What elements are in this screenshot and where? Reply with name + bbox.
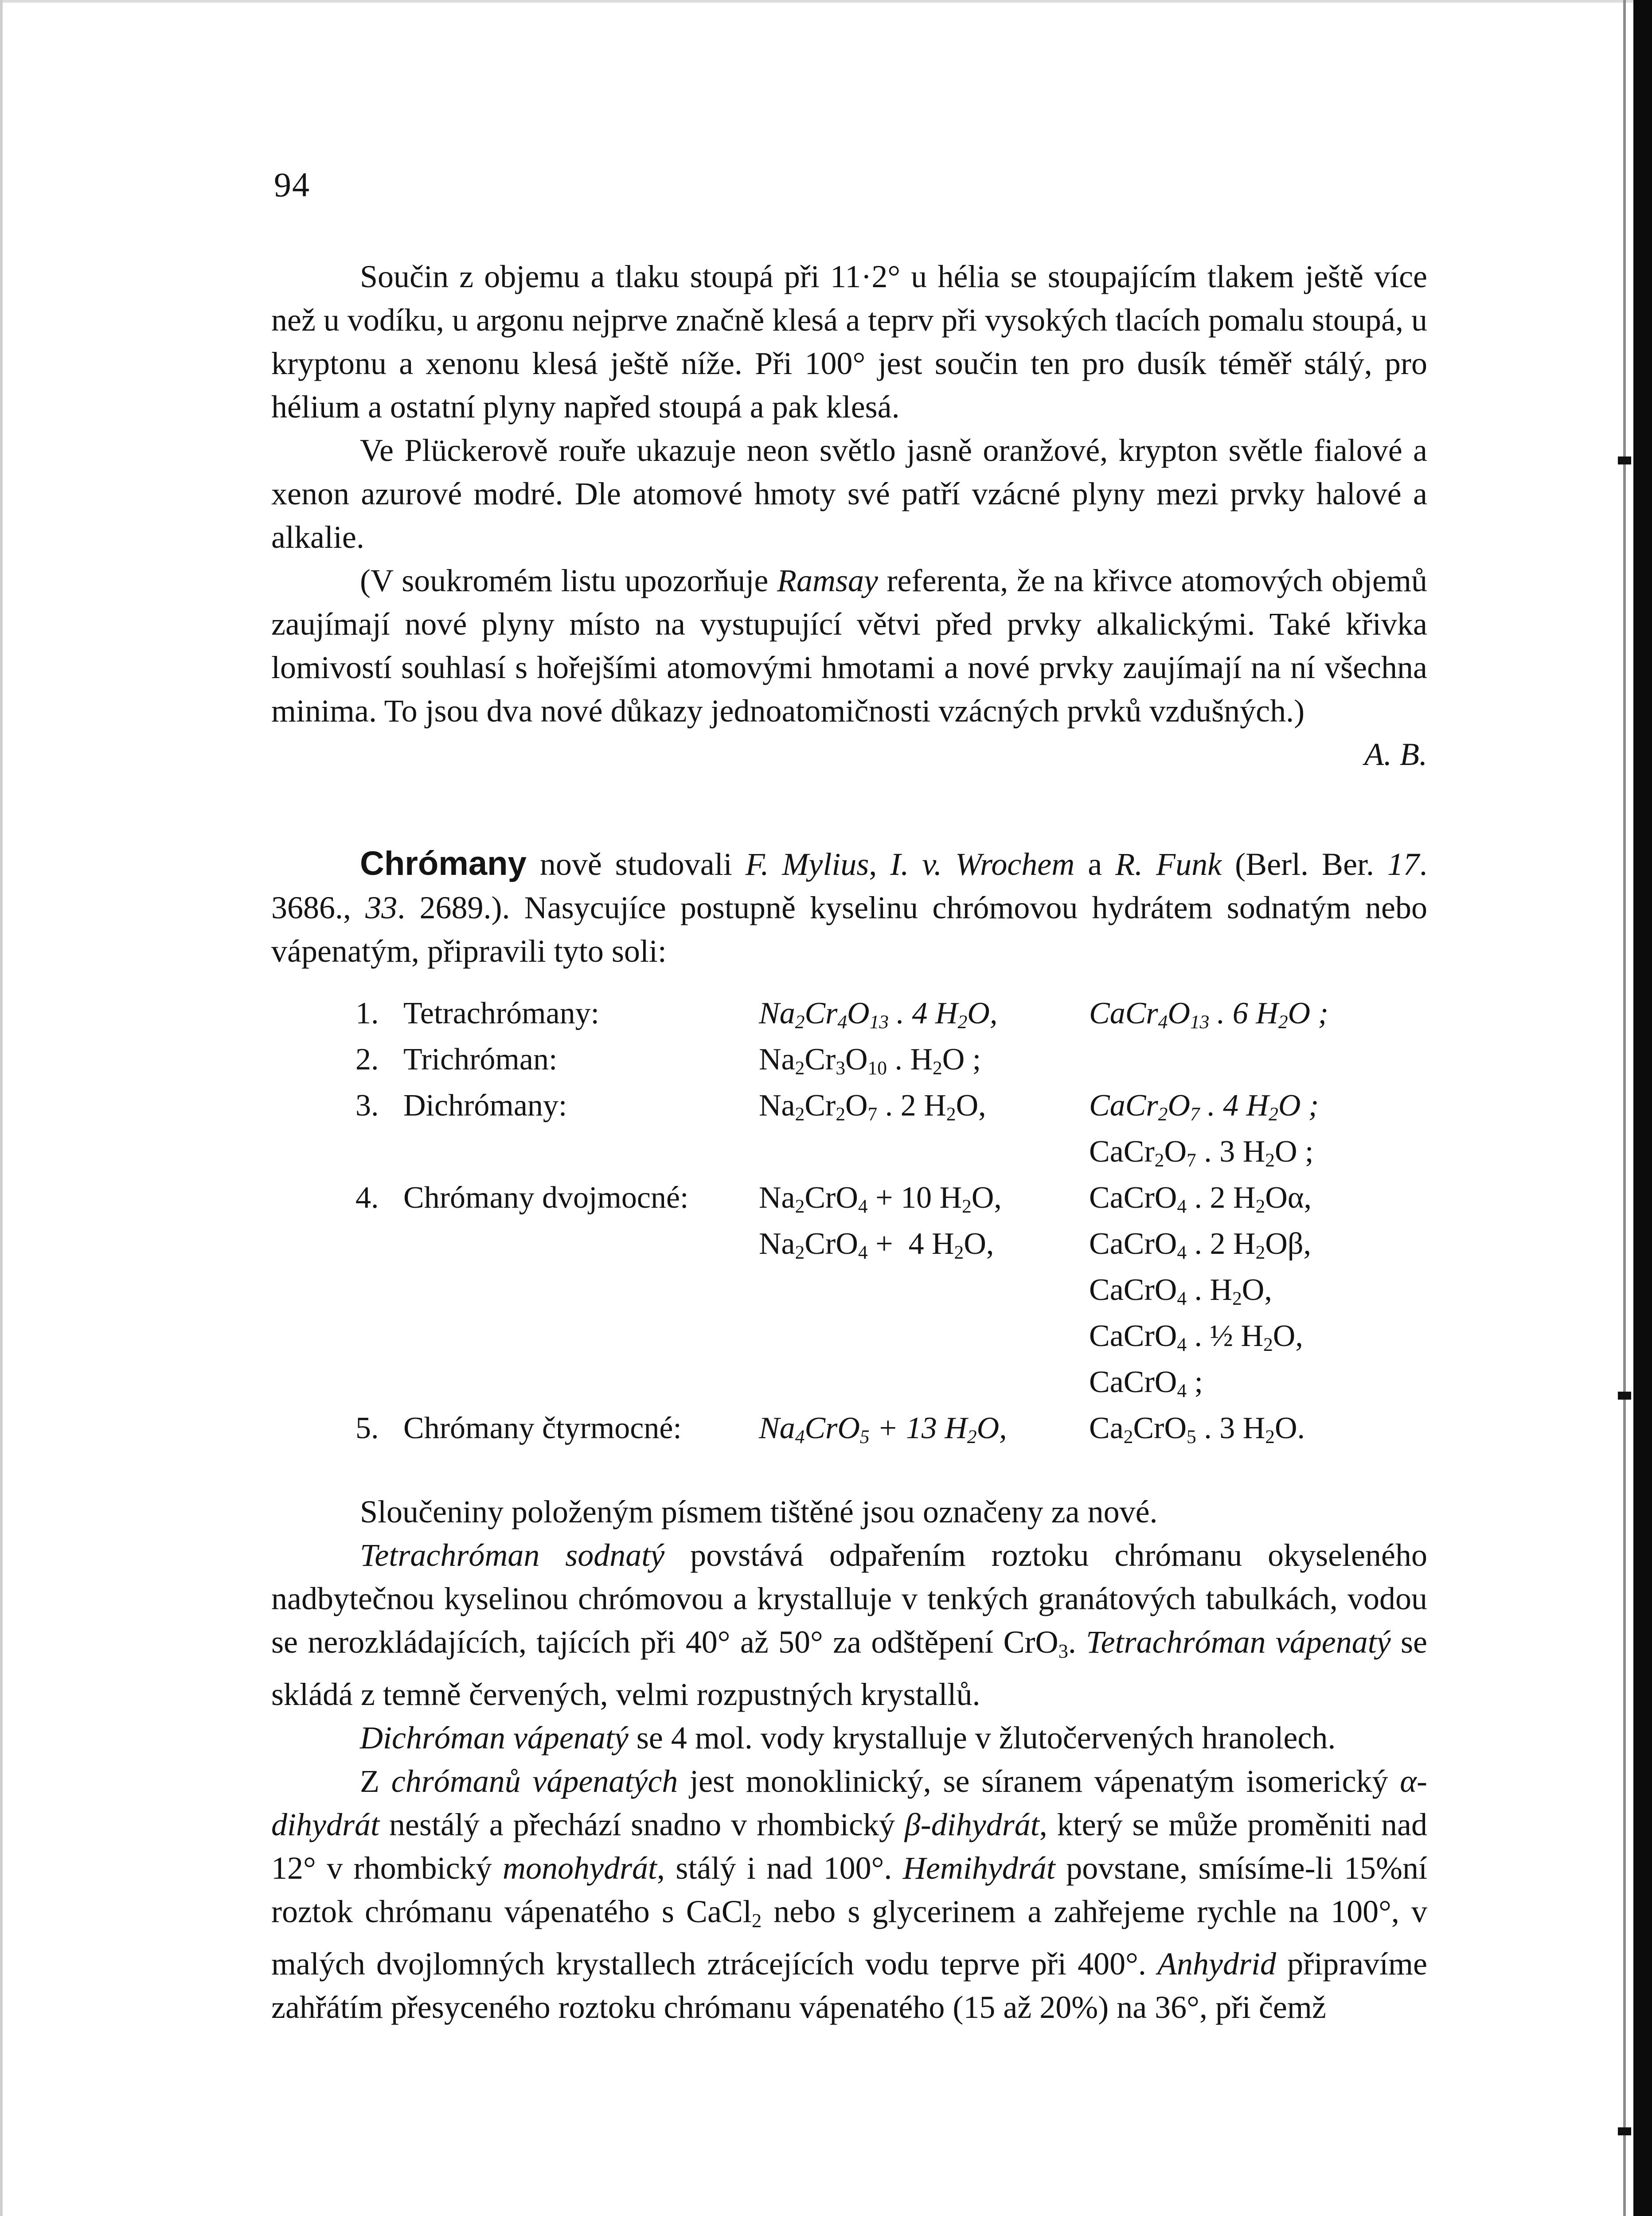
formula: $CaCr_2O_7$ . 4 $H_2O$ ; <box>1089 1088 1319 1125</box>
page-number: 94 <box>274 165 310 204</box>
row-number: 1. <box>355 996 379 1030</box>
formula: CaCrO$_4$ . 2 $H_2O\beta$, <box>1089 1227 1311 1263</box>
row-label: Chrómany dvojmocné: <box>403 1181 689 1215</box>
text: jest monoklinický, se síranem vápenatým isomerický <box>678 1763 1400 1799</box>
compound-name: β-dihydrát <box>904 1807 1039 1843</box>
signature: A. B. <box>1364 737 1427 772</box>
table-row <box>271 1221 1427 1267</box>
salt-table <box>271 991 1427 1451</box>
formula: $Na_2CrO_4 + 4$ $H_2O$, <box>759 1227 994 1263</box>
text: , stálý i nad 100°. <box>657 1850 903 1886</box>
formula: CaCrO$_4$ ; <box>1089 1365 1203 1401</box>
table-row <box>271 1129 1427 1175</box>
note-text: referenta, že na křivce atomových objemů zaujímají nové plyny místo na vystupující větvi před prvky alkalickými. Také křivka lomivostí souhlasí s hořejšími atomovými hmotami a nové prvky zaujímají na ní všechna minima. To jsou dva nové důkazy jednoatomičnosti vzácných prvků vzdušných.) <box>271 563 1427 729</box>
paragraph <box>271 1760 1427 2029</box>
text: se 4 mol. vody krystalluje v žlutočervených hranolech. <box>628 1720 1336 1756</box>
row-number: 5. <box>355 1411 379 1445</box>
text: a <box>1074 847 1116 882</box>
table-row <box>271 1175 1427 1221</box>
table-row <box>271 1083 1427 1129</box>
row-number: 4. <box>355 1181 379 1215</box>
formula: CaCrO$_4$ . ½ $H_2O$, <box>1089 1319 1303 1355</box>
compound-name: monohydrát <box>503 1850 657 1886</box>
table-row <box>271 991 1427 1037</box>
text: , který se může proměniti nad 12° v rhombický <box>271 1807 1427 1886</box>
text: nebo s glycerinem a zahřejeme rychle na 100°, v malých dvojlomných krystallech ztrácejících vodu teprve při 400°. <box>271 1894 1427 1982</box>
compound-name: Tetrachróman sodnatý <box>360 1537 665 1573</box>
text: připravíme zahřátím přesyceného roztoku chrómanu vápenatého (15 až 20%) na 36°, při čemž <box>271 1946 1428 2025</box>
scan-edge-border <box>1633 0 1652 2216</box>
compound-name: α-dihydrát <box>271 1763 1427 1843</box>
row-label: Chrómany čtyrmocné: <box>403 1411 682 1445</box>
intro-block <box>271 255 1427 776</box>
row-label: Dichrómany: <box>403 1088 567 1123</box>
chromany-block <box>271 842 1427 973</box>
text: (Berl. Ber. <box>1222 847 1388 882</box>
formula: $Ca_2CrO_5$ . 3 $H_2O$. <box>1089 1411 1305 1447</box>
compound-name: chrómanů vápenatých <box>391 1763 678 1799</box>
formula: $CaCr_2O_7$ . 3 $H_2O$ ; <box>1089 1135 1314 1171</box>
paragraph: Součin z objemu a tlaku stoupá při 11·2° u hélia se stoupajícím tlakem ještě více než u vodíku, u argonu nejprve značně klesá a teprv při vysokých tlacích pomalu stoupá, u kryptonu a xenonu klesá ještě níže. Při 100° jest součin ten pro dusík téměř stálý, pro hélium a ostatní plyny napřed stoupá a pak klesá. <box>271 259 1427 425</box>
compound-name: Anhydrid <box>1157 1946 1277 1982</box>
author-name: R. Funk <box>1115 847 1222 882</box>
formula: CaCrO$_4$ . 2 $H_2O\alpha$, <box>1089 1181 1312 1217</box>
formula: $Na_4CrO_5 + 13$ $H_2O$, <box>759 1411 1007 1447</box>
text: se skládá z temně červených, velmi rozpustných krystallů. <box>271 1624 1428 1713</box>
edge-mark <box>1618 456 1631 464</box>
formula: $Na_2Cr_2O_7$ . 2 $H_2O$, <box>759 1088 986 1125</box>
note-paragraph <box>271 559 1427 772</box>
formula: $Na_2Cr_4O_{13}$ . 4 $H_2O$, <box>759 996 998 1033</box>
formula: $CaCr_4O_{13}$ . 6 $H_2O$ ; <box>1089 996 1328 1033</box>
volume-number: 33 <box>365 890 398 925</box>
text: . 2689.). Nasycujíce postupně kyselinu chrómovou hydrátem sodnatým nebo vápenatým, připravili tyto soli: <box>271 890 1428 969</box>
text: . 3686., <box>271 847 1428 925</box>
paragraph <box>271 1716 1427 1760</box>
formula: CaCrO$_4$ . $H_2O$, <box>1089 1273 1272 1309</box>
edge-mark <box>1618 1392 1631 1400</box>
row-label: Trichróman: <box>403 1042 558 1077</box>
table-row <box>271 1405 1427 1451</box>
author-name: F. Mylius <box>745 847 869 882</box>
row-number: 2. <box>355 1042 379 1077</box>
section-title: Chrómany <box>360 845 527 882</box>
author-name: Ramsay <box>777 563 878 598</box>
compound-name: Hemihydrát <box>902 1850 1055 1886</box>
text: povstává odpařením roztoku chrómanu okyseleného nadbytečnou kyselinou chrómovou a krystalluje v tenkých granátových tabulkách, vodou se nerozkládajících, tajících při 40° až 50° za odštěpení <box>271 1537 1427 1660</box>
description-block <box>271 1490 1427 2029</box>
paragraph <box>271 1533 1427 1716</box>
edge-mark <box>1618 2127 1631 2135</box>
text: povstane, smísíme-li 15%ní roztok chrómanu vápenatého s CaCl <box>271 1850 1428 1930</box>
page-edge-line <box>1623 0 1626 2216</box>
formula: $Na_2CrO_4 + 10$ $H_2O$, <box>759 1181 1002 1217</box>
table-row <box>271 1267 1427 1313</box>
table-row <box>271 1037 1427 1083</box>
text: nestálý a přechází snadno v rhombický <box>379 1807 905 1843</box>
author-name: I. v. Wrochem <box>890 847 1075 882</box>
row-number: 3. <box>355 1088 379 1123</box>
row-label: Tetrachrómany: <box>403 996 600 1030</box>
table-row <box>271 1359 1427 1405</box>
text: , <box>869 847 890 882</box>
text: . <box>1068 1624 1086 1660</box>
formula: CrO$_3$ <box>1003 1624 1068 1662</box>
compound-name: Tetrachróman vápenatý <box>1086 1624 1391 1660</box>
paragraph: Ve Plückerově rouře ukazuje neon světlo jasně oranžové, krypton světle fialové a xenon azurové modré. Dle atomové hmoty své patří vzácné plyny mezi prvky halové a alkalie. <box>271 433 1427 555</box>
compound-name: Dichróman vápenatý <box>360 1720 629 1756</box>
text: nově studovali <box>526 847 746 882</box>
paragraph: Sloučeniny položeným písmem tištěné jsou označeny za nové. <box>360 1494 1158 1529</box>
note-text: (V soukromém listu upozorňuje <box>360 563 777 598</box>
chromany-paragraph <box>271 842 1427 973</box>
table-row <box>271 1313 1427 1359</box>
text: Z <box>360 1763 391 1799</box>
subscript: 2 <box>751 1909 762 1932</box>
formula: $Na_2Cr_3O_{10}$ . $H_2O$ ; <box>759 1042 981 1079</box>
volume-number: 17 <box>1387 847 1420 882</box>
